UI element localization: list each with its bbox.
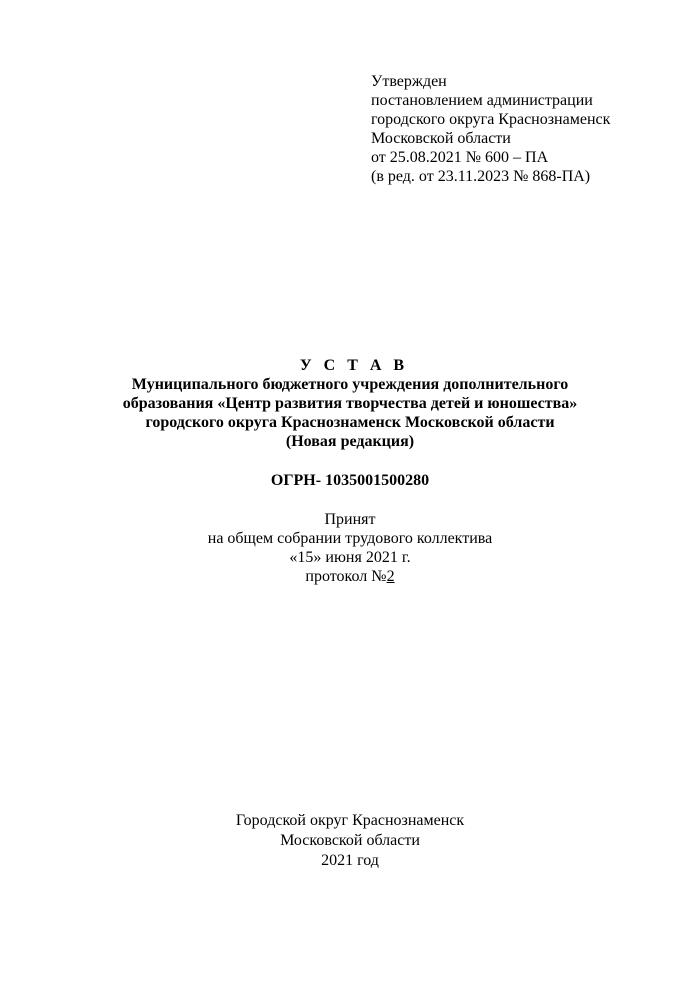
accepted-date: «15» июня 2021 г.: [289, 549, 411, 566]
footer-year: 2021 год: [321, 852, 379, 869]
footer-block: [0, 811, 700, 871]
approval-line: (в ред. от 23.11.2023 № 868-ПА): [371, 168, 591, 185]
institution-name-line: образования «Центр развития творчества детей и юношества»: [122, 395, 578, 412]
approval-line: городского округа Краснознаменск: [371, 111, 611, 128]
protocol-label: протокол №: [305, 568, 387, 585]
approval-line: постановлением администрации: [371, 92, 593, 109]
ogrn-number: ОГРН- 1035001500280: [270, 472, 430, 489]
charter-title-block: [0, 356, 700, 451]
edition-note: (Новая редакция): [285, 433, 415, 450]
approval-line: Утвержден: [371, 73, 447, 90]
approval-block: [371, 72, 610, 186]
footer-line: Городской округ Краснознаменск: [235, 812, 465, 829]
approval-line: от 25.08.2021 № 600 – ПА: [371, 149, 549, 166]
institution-name-line: городского округа Краснознаменск Московской области: [145, 414, 555, 431]
protocol-line: [0, 567, 700, 586]
accepted-meeting: на общем собрании трудового коллектива: [207, 530, 493, 547]
charter-title: У С Т А В: [299, 357, 409, 374]
footer-line: Московской области: [280, 832, 420, 849]
institution-name-line: Муниципального бюджетного учреждения дополнительного: [131, 376, 569, 393]
accepted-block: [0, 510, 700, 586]
protocol-number: 2: [386, 568, 395, 585]
approval-line: Московской области: [371, 130, 511, 147]
accepted-label: Принят: [324, 511, 376, 528]
